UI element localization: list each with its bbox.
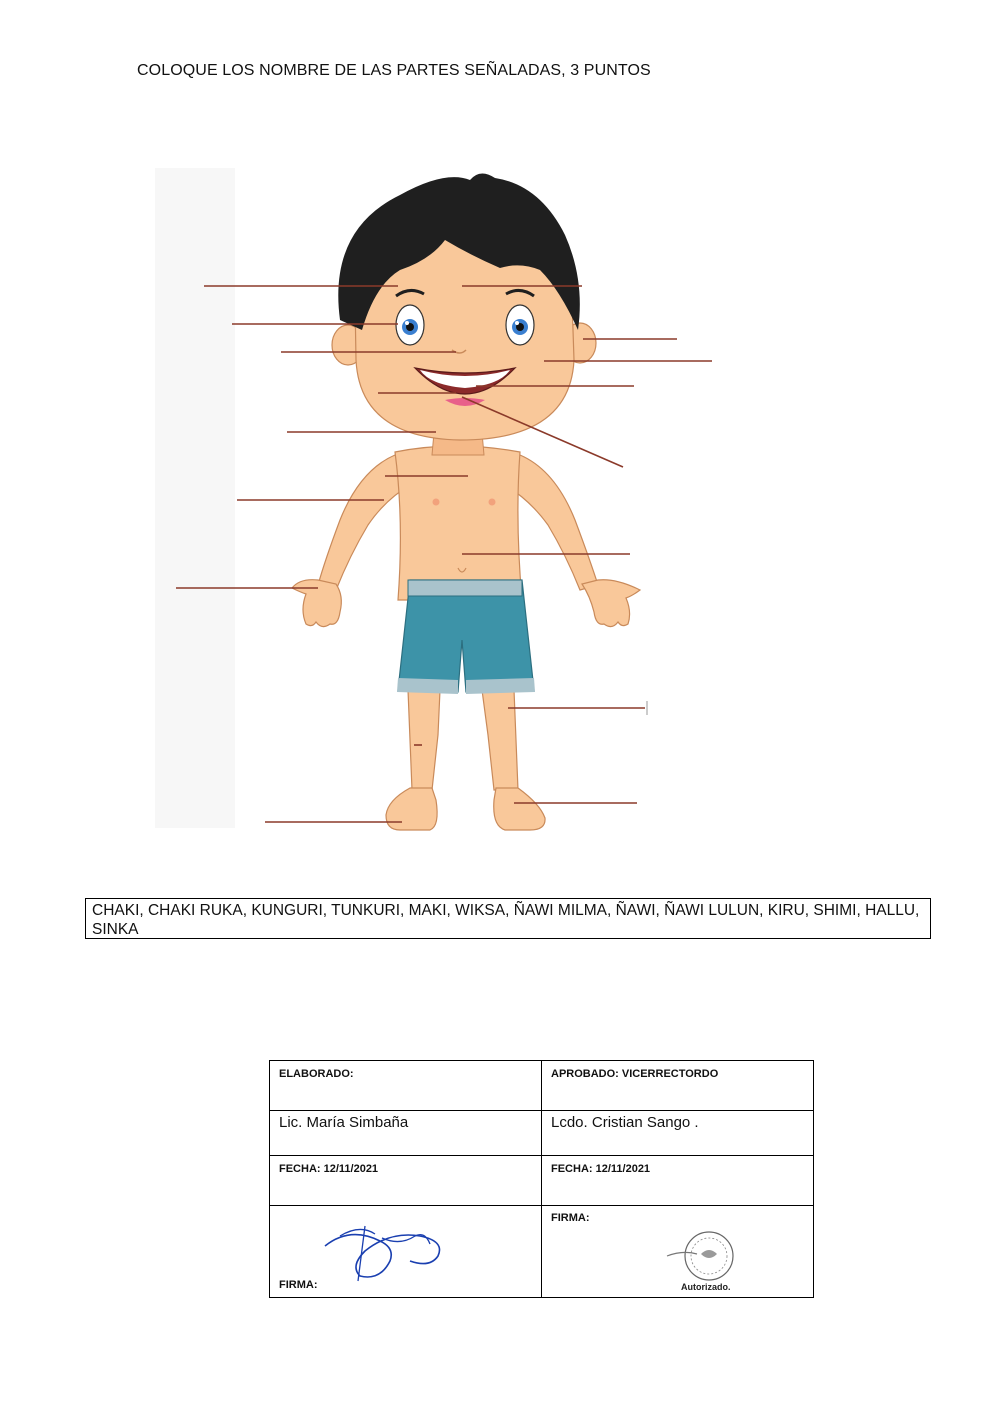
authorization-stamp: [663, 1226, 747, 1294]
elaborado-label: ELABORADO:: [279, 1068, 354, 1080]
elaborado-name: Lic. María Simbaña: [279, 1114, 409, 1131]
aprobado-name: Lcdo. Cristian Sango .: [551, 1114, 699, 1131]
torso: [395, 446, 522, 600]
background-watermark: [155, 168, 235, 828]
firma-right-label: FIRMA:: [551, 1212, 590, 1224]
cell-aprobado-name: [542, 1111, 814, 1156]
cell-aprobado: [542, 1061, 814, 1111]
cell-fecha-left: [270, 1156, 542, 1206]
nipple-left: [433, 499, 440, 506]
head: [332, 173, 596, 440]
aprobado-label: APROBADO: VICERRECTORDO: [551, 1068, 719, 1080]
cell-firma-right: [542, 1206, 814, 1298]
firma-left-label: FIRMA:: [279, 1279, 318, 1291]
cell-firma-left: [270, 1206, 542, 1298]
word-bank: [85, 898, 931, 939]
instruction-text: COLOQUE LOS NOMBRE DE LAS PARTES SEÑALADAS, 3 PUNTOS: [137, 62, 651, 79]
cell-elaborado: [270, 1061, 542, 1111]
cell-elaborado-name: [270, 1111, 542, 1156]
nipple-right: [489, 499, 496, 506]
shorts: [397, 580, 535, 694]
cell-fecha-right: [542, 1156, 814, 1206]
feet: [386, 788, 545, 830]
handwritten-signature: [320, 1206, 452, 1286]
stamp-text: Autorizado.: [681, 1282, 731, 1292]
legs: [408, 690, 518, 790]
fecha-right: FECHA: 12/11/2021: [551, 1163, 651, 1175]
fecha-left: FECHA: 12/11/2021: [279, 1163, 379, 1175]
word-bank-text: CHAKI, CHAKI RUKA, KUNGURI, TUNKURI, MAKI, WIKSA, ÑAWI MILMA, ÑAWI, ÑAWI LULUN, KIRU, SHIMI, HALLU, SINKA: [92, 902, 920, 938]
approval-table: [269, 1060, 814, 1298]
